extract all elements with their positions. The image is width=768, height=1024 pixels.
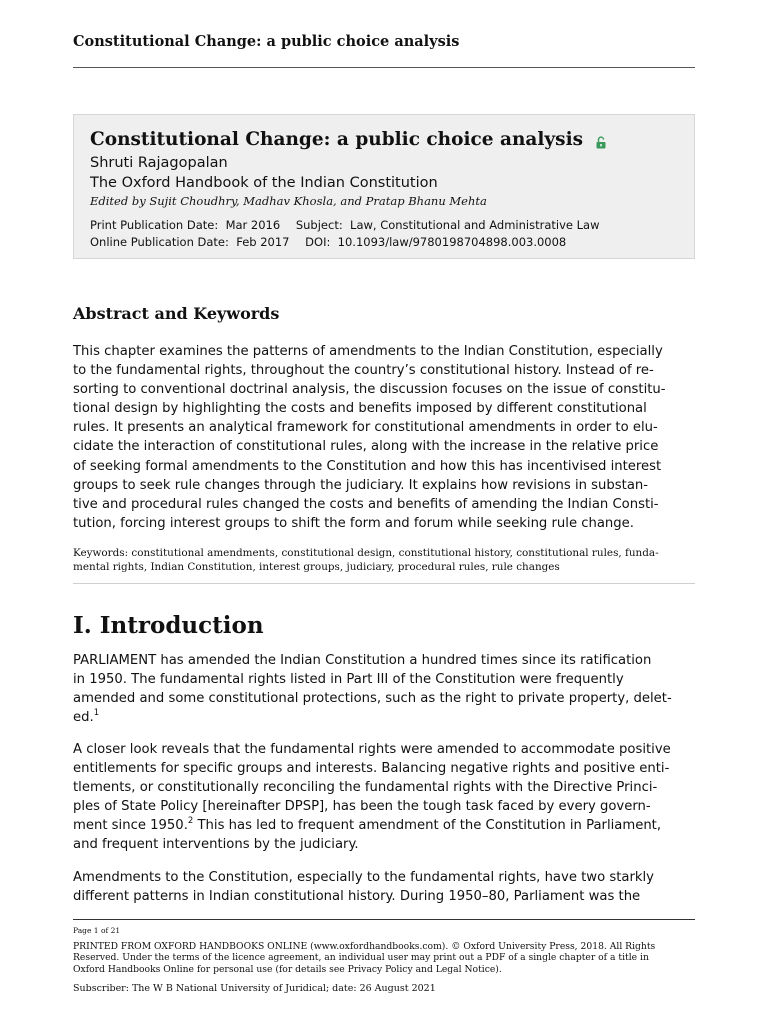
editors-line: Edited by Sujit Choudhry, Madhav Khosla, and Pratap Bhanu Mehta: [90, 194, 487, 208]
footnote-ref-1[interactable]: 1: [93, 708, 100, 719]
paragraph-line: amended and some constitutional protections, such as the right to private property, delet-: [73, 691, 672, 707]
keywords-line: Keywords: constitutional amendments, constitutional design, constitutional history, constitutional rules, funda-: [73, 547, 659, 559]
print-date: Mar 2016: [225, 218, 281, 232]
intro-paragraph-1: [73, 651, 695, 727]
paragraph-line: entitlements for specific groups and interests. Balancing negative rights and positive enti-: [73, 761, 670, 777]
abstract-line: cidate the interaction of constitutional rules, along with the increase in the relative price: [73, 439, 659, 455]
abstract-line: groups to seek rule changes through the judiciary. It explains how revisions in substan-: [73, 477, 649, 493]
paragraph-line: PARLIAMENT has amended the Indian Constitution a hundred times since its ratification: [73, 653, 652, 668]
running-header: Constitutional Change: a public choice analysis: [73, 33, 460, 50]
abstract-line: to the fundamental rights, throughout the country’s constitutional history. Instead of re-: [73, 363, 654, 379]
copyright-line: Reserved. Under the terms of the licence agreement, an individual user may print out a PDF of a single chapter of a title in: [73, 952, 649, 964]
subject-value: Law, Constitutional and Administrative Law: [350, 218, 600, 232]
chapter-title-row: [90, 128, 678, 152]
doi-value: 10.1093/law/9780198704898.003.0008: [337, 235, 567, 249]
online-meta-row: [90, 234, 678, 251]
abstract-paragraph: [73, 342, 695, 533]
abstract-line: tive and procedural rules changed the costs and benefits of amending the Indian Consti-: [73, 496, 659, 512]
paragraph-line: in 1950. The fundamental rights listed in Part III of the Constitution were frequently: [73, 672, 624, 688]
paragraph-line: [73, 816, 695, 835]
intro-paragraph-2: [73, 740, 695, 855]
abstract-line: rules. It presents an analytical framework for constitutional amendments in order to elu-: [73, 420, 658, 436]
copyright-line: PRINTED FROM OXFORD HANDBOOKS ONLINE (www.oxfordhandbooks.com). © Oxford University Press, 2018. All Rights: [73, 941, 656, 952]
abstract-line: tional design by highlighting the costs and benefits imposed by different constitutional: [73, 401, 647, 417]
paragraph-line-text: This has led to frequent amendment of the Constitution in Parliament,: [193, 818, 662, 834]
keywords-line: mental rights, Indian Constitution, interest groups, judiciary, procedural rules, rule changes: [73, 561, 560, 573]
author-name: Shruti Rajagopalan: [90, 155, 228, 171]
book-title: The Oxford Handbook of the Indian Constitution: [90, 175, 438, 191]
print-date-label: Print Publication Date:: [90, 218, 219, 232]
abstract-line: This chapter examines the patterns of amendments to the Indian Constitution, especially: [73, 344, 663, 359]
doi-label: DOI:: [305, 235, 331, 249]
paragraph-line: different patterns in Indian constitutional history. During 1950–80, Parliament was the: [73, 889, 641, 905]
online-date: Feb 2017: [236, 235, 290, 249]
subject-label: Subject:: [295, 218, 343, 232]
paragraph-line-text: ed.: [73, 710, 94, 726]
paragraph-line: and frequent interventions by the judiciary.: [73, 837, 359, 853]
footer-divider: [73, 919, 695, 920]
paragraph-line: A closer look reveals that the fundamental rights were amended to accommodate positive: [73, 742, 671, 757]
footnote-ref-2[interactable]: 2: [187, 816, 194, 827]
publication-meta: [90, 217, 678, 251]
section-divider: [73, 583, 695, 584]
paragraph-line-text: ment since 1950.: [73, 818, 188, 834]
chapter-title: Constitutional Change: a public choice analysis: [90, 129, 584, 150]
paragraph-line: Amendments to the Constitution, especially to the fundamental rights, have two starkly: [73, 870, 654, 885]
chapter-info-box: [73, 114, 695, 259]
page-number: Page 1 of 21: [73, 926, 121, 935]
abstract-line: sorting to conventional doctrinal analysis, the discussion focuses on the issue of constitu-: [73, 382, 666, 398]
abstract-line: tution, forcing interest groups to shift the form and forum while seeking rule change.: [73, 515, 634, 531]
header-divider: [73, 67, 695, 68]
paragraph-line: tlements, or constitutionally reconciling the fundamental rights with the Directive Princi-: [73, 780, 658, 796]
intro-paragraph-3: [73, 868, 695, 906]
online-date-label: Online Publication Date:: [90, 235, 229, 249]
print-meta-row: [90, 217, 678, 234]
paragraph-line: ples of State Policy [hereinafter DPSP], has been the tough task faced by every govern-: [73, 799, 651, 815]
open-lock-icon: [596, 132, 606, 145]
abstract-heading: Abstract and Keywords: [73, 304, 280, 323]
subscriber-line: Subscriber: The W B National University of Juridical; date: 26 August 2021: [73, 983, 436, 994]
paragraph-line: [73, 708, 695, 727]
keywords: [73, 546, 695, 574]
copyright-line: Oxford Handbooks Online for personal use (for details see Privacy Policy and Legal Notice).: [73, 963, 502, 975]
abstract-line: of seeking formal amendments to the Constitution and how this has incentivised interest: [73, 458, 662, 474]
copyright-notice: [73, 941, 695, 975]
introduction-heading: I. Introduction: [73, 612, 264, 639]
